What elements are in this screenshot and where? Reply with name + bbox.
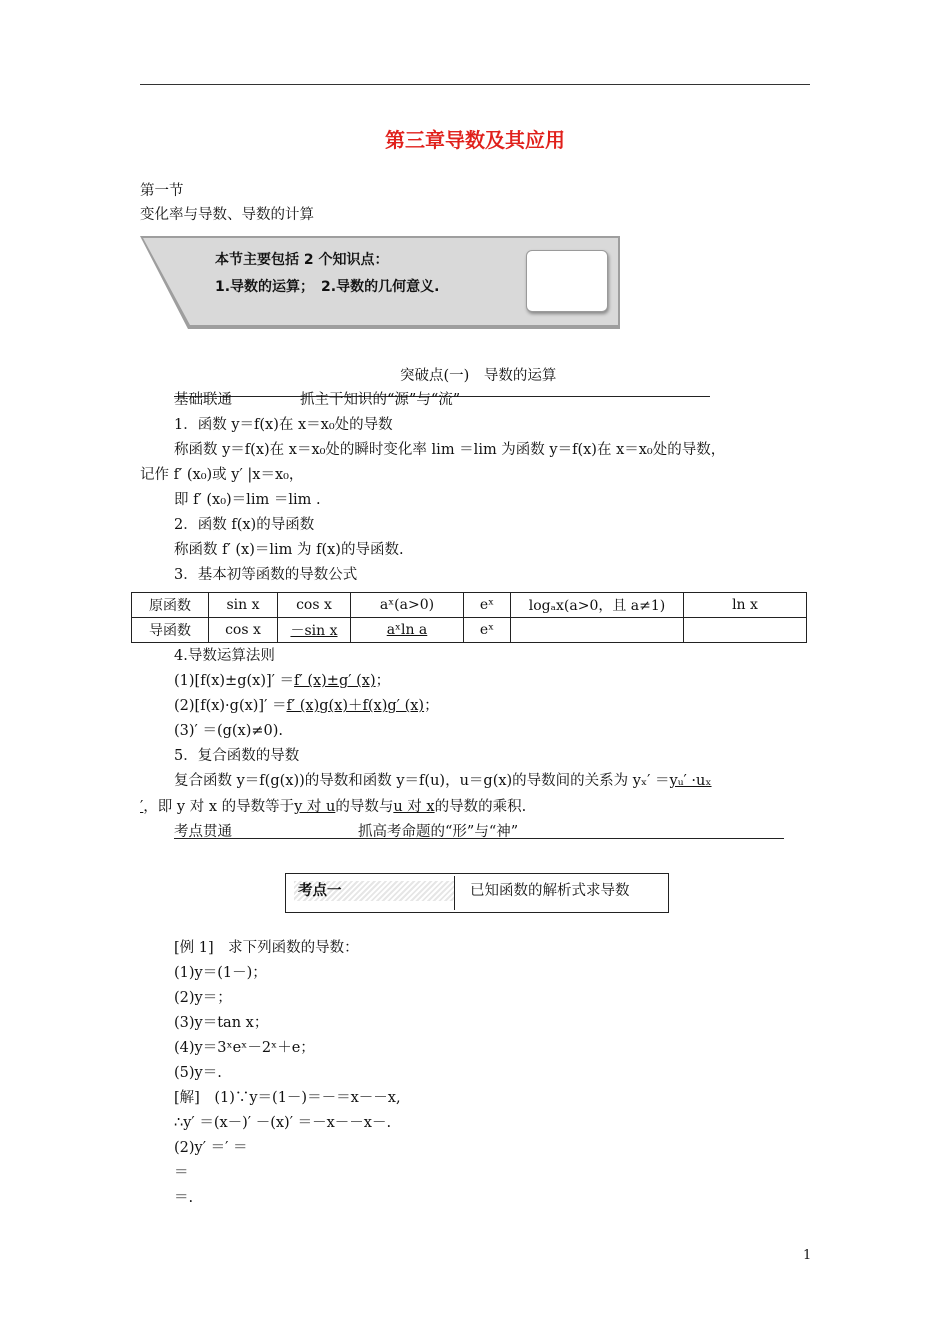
composite-text: 复合函数 y＝f(g(x))的导数和函数 y＝f(u)，u＝g(x)的导数间的关系为 yₓ′ ＝: [174, 773, 670, 789]
table-cell: cos x: [278, 593, 351, 618]
knowledge-banner: [140, 236, 620, 329]
composite-text-2: ，即 y 对 x 的导数等于: [143, 799, 295, 815]
banner-blank-box: [526, 250, 608, 312]
text-line-7: 3．基本初等函数的导数公式: [174, 567, 358, 583]
table-cell: cos x: [209, 618, 278, 643]
rule-product-end: ；: [424, 698, 439, 714]
table-cell: logₐx(a>0，且 a≠1): [511, 593, 684, 618]
rule-sum-lhs: (1)[f(x)±g(x)]′ ＝: [174, 673, 295, 689]
kaodian-guantong-label: 考点贯通: [174, 824, 232, 840]
rule-product-lhs: (2)[f(x)·g(x)]′ ＝: [174, 698, 287, 714]
composite-text-3: 的导数与: [335, 799, 394, 815]
composite-blank-1: y 对 u: [294, 799, 336, 815]
table-cell: sin x: [209, 593, 278, 618]
composite-rule-line2: [140, 797, 526, 817]
kaodian-box: [285, 873, 669, 913]
kaodian-box-divider: [454, 876, 455, 910]
example-item: (1)y＝(1－)；: [174, 965, 267, 981]
table-cell: [511, 618, 684, 643]
banner-line1: 本节主要包括 2 个知识点：: [215, 252, 389, 268]
derivative-formula-table: [131, 592, 807, 643]
section-title: 变化率与导数、导数的计算: [140, 207, 314, 223]
basics-tagline: 抓主干知识的“源”与“流”: [300, 392, 461, 408]
text-line-3: 记作 f′ (x₀)或 y′ |x＝x₀，: [140, 467, 304, 483]
rule-quotient: (3)′ ＝(g(x)≠0).: [174, 723, 284, 739]
text-line-6: 称函数 f′ (x)＝lim 为 f(x)的导函数.: [174, 542, 404, 558]
page-number: 1: [803, 1248, 812, 1263]
table-cell: 原函数: [132, 593, 209, 618]
rule-sum-end: ；: [375, 673, 391, 689]
text-line-5: 2．函数 f(x)的导函数: [174, 517, 315, 533]
header-rule: [140, 84, 810, 85]
rule-sum-answer: f′ (x)±g′ (x): [294, 673, 376, 689]
table-cell: eˣ: [464, 618, 511, 643]
section-number: 第一节: [140, 183, 184, 199]
basics-label: 基础联通: [174, 392, 232, 408]
example-item: (4)y＝3ˣeˣ－2ˣ＋e；: [174, 1040, 315, 1056]
table-row: [132, 618, 807, 643]
banner-line2: 1.导数的运算； 2.导数的几何意义.: [215, 279, 440, 295]
rule-sum: [174, 671, 390, 691]
example-item: (3)y＝tan x；: [174, 1015, 269, 1031]
composite-rule-line1: [174, 771, 712, 791]
solution-line: ＝.: [174, 1190, 194, 1206]
rule-product-answer: f′ (x)g(x)＋f(x)g′ (x): [286, 698, 425, 714]
kaodian-guantong-tagline: 抓高考命题的“形”与“神”: [358, 824, 519, 840]
text-line-8: 4.导数运算法则: [174, 648, 275, 664]
table-cell: ln x: [684, 593, 807, 618]
table-cell: [684, 618, 807, 643]
composite-text-4: 的导数的乘积.: [434, 799, 527, 815]
table-cell: aˣln a: [351, 618, 464, 643]
solution-line: ∴y′ ＝(x－)′ －(x)′ ＝－x－－x－.: [174, 1115, 392, 1131]
breakthrough-title: 突破点(一) 导数的运算: [400, 368, 557, 384]
text-line-4: 即 f′ (x₀)＝lim ＝lim .: [174, 492, 321, 508]
composite-prime: ′: [140, 799, 144, 815]
text-line-2: 称函数 y＝f(x)在 x＝x₀处的瞬时变化率 lim ＝lim 为函数 y＝f(x)在 x＝x₀处的导数，: [174, 442, 726, 458]
text-line-1: 1．函数 y＝f(x)在 x＝x₀处的导数: [174, 417, 393, 433]
table-cell: 导函数: [132, 618, 209, 643]
kaodian-box-label: 考点一: [294, 881, 454, 901]
example-item: (5)y＝.: [174, 1065, 222, 1081]
solution-line: (2)y′ ＝′ ＝: [174, 1140, 248, 1156]
table-row: [132, 593, 807, 618]
composite-blank-2: u 对 x: [393, 799, 435, 815]
solution-line: ＝: [174, 1165, 189, 1181]
table-cell: aˣ(a>0): [351, 593, 464, 618]
composite-answer: yᵤ′ ·uₓ: [669, 773, 712, 789]
table-cell: －sin x: [278, 618, 351, 643]
rule-product: [174, 696, 439, 716]
table-cell: eˣ: [464, 593, 511, 618]
kaodian-box-text: 已知函数的解析式求导数: [470, 883, 630, 899]
chapter-title: 第三章导数及其应用: [385, 128, 565, 152]
solution-line: [解] (1)∵y＝(1－)＝－＝x－－x,: [174, 1090, 401, 1106]
text-line-12: 5．复合函数的导数: [174, 748, 300, 764]
example-intro: [例 1] 求下列函数的导数：: [174, 940, 359, 956]
example-item: (2)y＝；: [174, 990, 232, 1006]
